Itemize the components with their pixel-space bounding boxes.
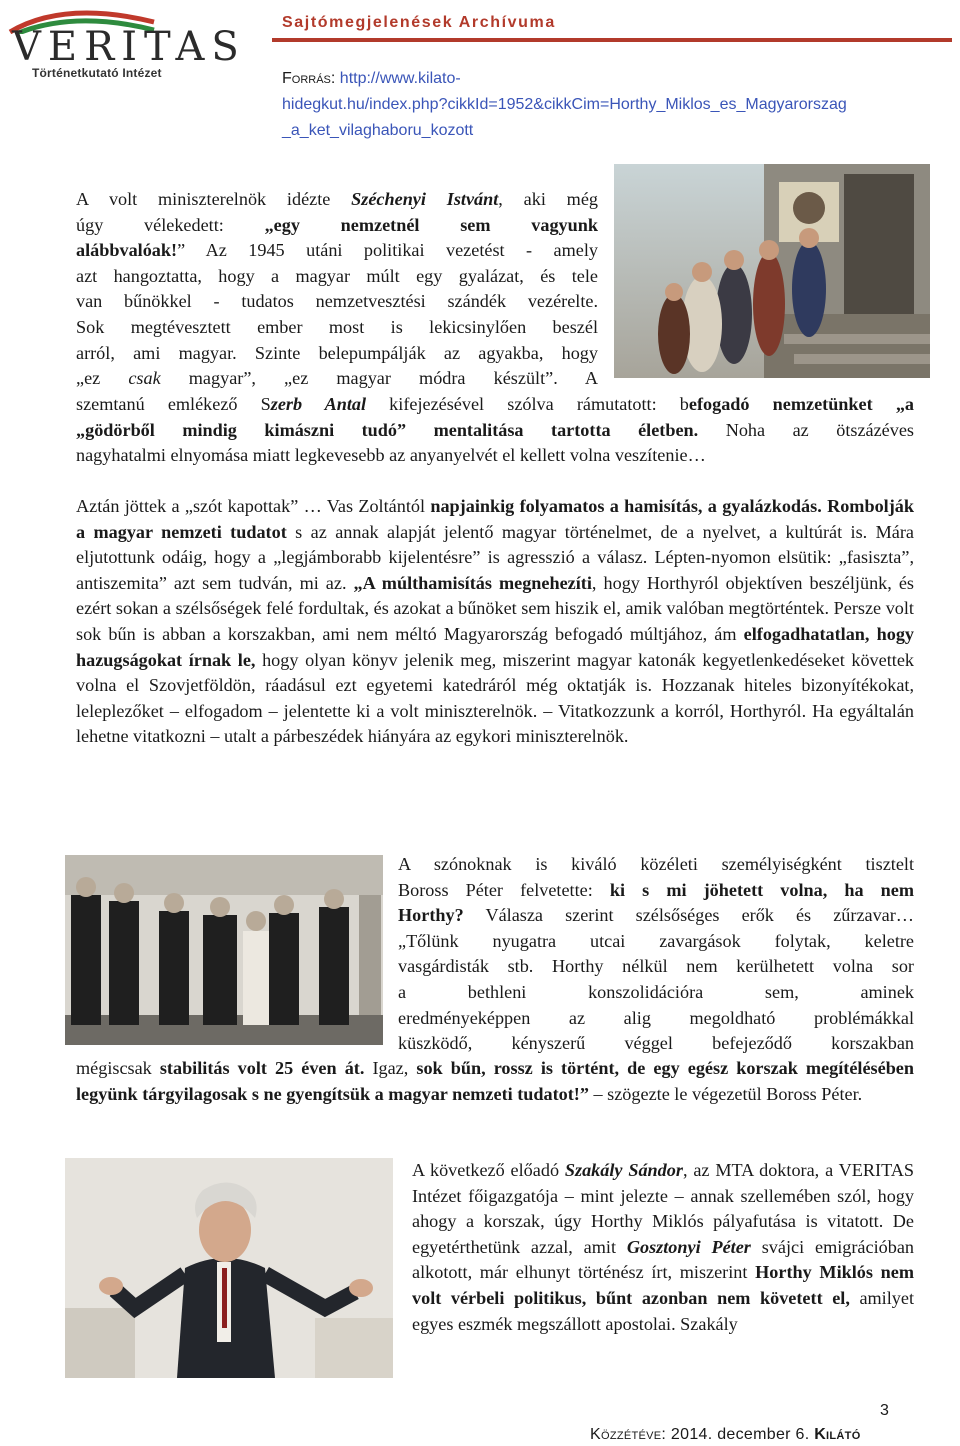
header-divider <box>272 38 952 42</box>
published-date: 2014. december 6. <box>666 1426 815 1443</box>
photo-image <box>65 1158 393 1378</box>
publication-name: Kilátó <box>814 1426 861 1443</box>
source-link[interactable]: http://www.kilato- hidegkut.hu/index.php?cikkId=1952&cikkCim=Horthy_Miklos_es_Magyarorszag _a_ket_vilaghaboru_kozott <box>282 70 847 139</box>
photo-szakaly-speaker <box>65 1158 393 1378</box>
text-line: szemtanú emlékező Szerb Antal kifejezésével szólva rámutatott: befogadó nemzetünket „a <box>76 394 915 414</box>
text-line: „Tőlünk nyugatra utcai zavargások folytak, keletre <box>398 930 914 951</box>
paragraph-body: Aztán jöttek a „szót kapottak” … Vas Zoltántól napjainkig folyamatos a hamisítás, a gyalázkodás. Rombolják a magyar nemzeti tudatot s az annak alapját jelentő magyar történelmet, de a nyelvet, a kultúrát is. Mára eljutottunk odáig, hogy a „legjámborabb kijelentésre” is agresszió a válasz. Lépten-nyomon elsütik: „fasiszta”, antiszemita” azt sem tudván, mi az. „A múlthamisítás megnehezíti, hogy Horthyról objektíven beszéljünk, és ezért sokan a szélsőségek felé fordultak, és azokat a bűnöket sem hiszik el, amik valóban megtörténtek. Persze volt sok bűn is abban a korszakban, ami nem méltó Magyarország befogadó múltjához, ám elfogadhatatlan, hogy hazugságokat írnak le, hogy olyan könyv jelenik meg, miszerint magyar katonák kegyetlenkedéseket követtek volna el Szovjetföldön, ráadásul ezt egyetemi katedráról még oktatják is. Hozzanak hiteles bizonyítékokat, leleplezőket – elfogadom – jelentette ki a volt miniszterelnök. – Vitatkozzunk a korról, Horthyról. Ha egyáltalán lehetne vitatkozni – utalt a párbeszédek hiányára az egykori miniszterelnök. <box>76 496 915 747</box>
text-line: Horthy? Válasza szerint szélsőséges erők és zűrzavar… <box>398 905 914 926</box>
archive-title: Sajtómegjelenések Archívuma <box>282 14 556 31</box>
text-line: A volt miniszterelnök idézte Széchenyi Istvánt, aki még <box>76 189 598 209</box>
text-line: azt hangoztatta, hogy a magyar múlt egy gyalázat, és tele <box>76 265 598 286</box>
text-line: alábbvalóak!” Az 1945 utáni politikai vezetést - amely <box>76 240 598 261</box>
text-line: Sok megtévesztett ember most is lekicsinylően beszél <box>76 316 598 337</box>
text-line: úgy vélekedett: „egy nemzetnél sem vagyunk <box>76 214 598 235</box>
text-line: küszködő, kényszerű véggel befejeződő korszakban <box>398 1033 914 1054</box>
photo-horthy-group-portrait <box>65 855 383 1045</box>
paragraph-szakaly <box>412 1158 914 1337</box>
text-line: „ez csak magyar”, „ez magyar módra készült”. A <box>76 368 599 389</box>
paragraph-body: mégiscsak stabilitás volt 25 éven át. Igaz, sok bűn, rossz is történt, de egy egész korszak megítélésében legyünk tárgyilagosak s ne gyengítsük a magyar nemzeti tudatot!” – szögezte le végezetül Boross Péter. <box>76 1058 914 1104</box>
photo-folk-costume-crowd <box>614 164 930 378</box>
text-line: „gödörből mindig kimászni tudó” mentalitása tartotta életben. Noha az ötszázéves <box>76 419 914 440</box>
paragraph-intro <box>76 187 598 392</box>
paragraph-boross-cont <box>76 1056 914 1107</box>
photo-image <box>65 855 383 1045</box>
paragraph-intro-cont <box>76 392 914 469</box>
text-line: van bűnökkel - tudatos nemzetvesztési szándék vezérelte. <box>76 291 598 312</box>
logo-subtitle: Történetkutató Intézet <box>32 66 162 80</box>
text-line: a bethleni konszolidációra sem, aminek <box>398 981 914 1002</box>
text-line: nagyhatalmi elnyomása miatt legkevesebb az anyanyelvét el kellett volna veszítenie… <box>76 445 706 466</box>
text-line: vasgárdisták stb. Horthy nélkül nem kerülhetett volna sor <box>398 956 914 977</box>
text-line: eredményeképpen az alig megoldható problémákkal <box>398 1007 914 1028</box>
publication-footer <box>590 1426 861 1444</box>
text-line: A szónoknak is kiváló közéleti személyiségként tisztelt <box>398 854 914 874</box>
paragraph-falsification <box>76 494 914 750</box>
text-line: arról, ami magyar. Szinte belepumpálják az agyakba, hogy <box>76 342 598 363</box>
veritas-logo <box>4 4 246 80</box>
photo-image <box>614 164 930 378</box>
logo-wordmark: VERITAS <box>12 24 246 70</box>
paragraph-boross <box>398 852 914 1057</box>
source-block <box>282 66 942 144</box>
text-line: Boross Péter felvetette: ki s mi jöhetett volna, ha nem <box>398 879 915 900</box>
source-label: Forrás: <box>282 70 336 87</box>
page-number: 3 <box>880 1402 889 1419</box>
published-label: Közzétéve: <box>590 1426 667 1443</box>
paragraph-body: A következő előadó Szakály Sándor, az MTA doktora, a VERITAS Intézet főigazgatója – mint jelezte – annak szellemében szól, hogy ahogy a korszak, úgy Horthy Miklós pályafutása is vitatott. De egyetérthetünk azzal, amit Gosztonyi Péter svájci emigrációban alkotott, már elhunyt történész írt, miszerint Horthy Miklós nem volt vérbeli politikus, bűnt azonban nem követett el, amilyet egyes eszmék megszállott apostolai. Szakály <box>412 1160 914 1334</box>
